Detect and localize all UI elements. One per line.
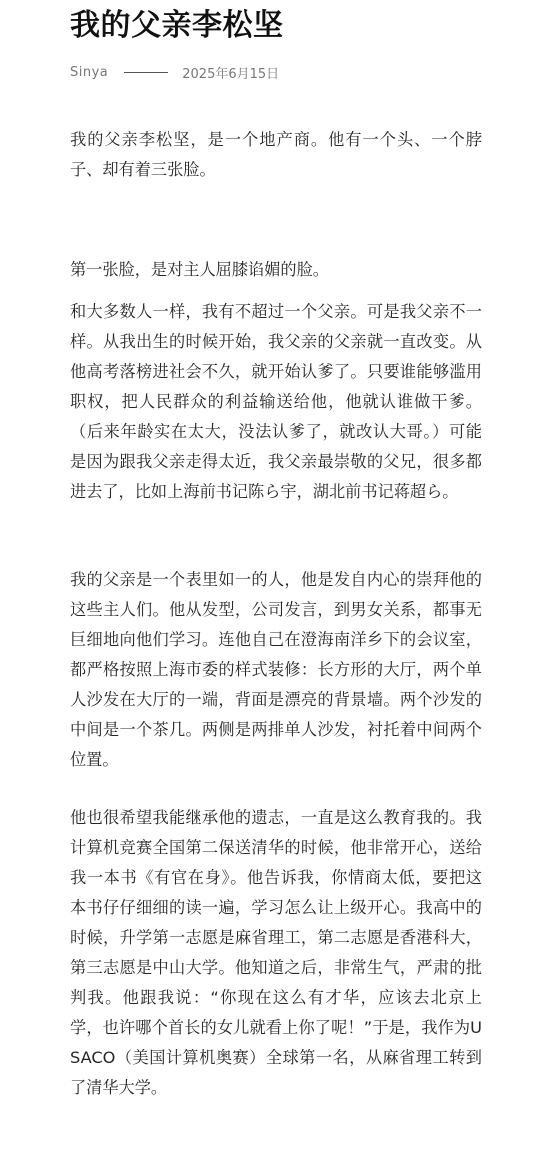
publish-date: 2025年6月15日 [182, 66, 280, 82]
article-meta [70, 62, 279, 82]
article-body [70, 125, 482, 1097]
article-title: 我的父亲李松坚 [70, 8, 284, 43]
meta-separator [124, 72, 168, 73]
paragraph-first-face: 第一张脸，是对主人屈膝谄媚的脸。 [70, 260, 329, 279]
paragraph-education: 他也很希望我能继承他的遗志，一直是这么教育我的。我计算机竞赛全国第二保送清华的时候，他非常开心，送给我一本书《有官在身》。他告诉我，你情商太低，要把这本书仔仔细细的读一遍，学习怎么让上级开心。我高中的时候，升学第一志愿是麻省理工，第二志愿是香港科大，第三志愿是中山大学。他知道之后，非常生气，严肃的批判我。他跟我说：“你现在这么有才华，应该去北京上学，也许哪个首长的女儿就看上你了呢！”于是，我作为USACO（美国计算机奥赛）全球第一名，从麻省理工转到了清华大学。 [70, 808, 482, 1097]
paragraph-imitation: 我的父亲是一个表里如一的人，他是发自内心的崇拜他的这些主人们。他从发型，公司发言，到男女关系，都事无巨细地向他们学习。连他自己在澄海南洋乡下的会议室，都严格按照上海市委的样式装修：长方形的大厅，两个单人沙发在大厅的一端，背面是漂亮的背景墙。两个沙发的中间是一个茶几。两侧是两排单人沙发，衬托着中间两个位置。 [70, 570, 482, 769]
paragraph-fathers: 和大多数人一样，我有不超过一个父亲。可是我父亲不一样。从我出生的时候开始，我父亲的父亲就一直改变。从他高考落榜进社会不久，就开始认爹了。只要谁能够滥用职权，把人民群众的利益输送给他，他就认谁做干爹。（后来年龄实在太大，没法认爹了，就改认大哥。）可能是因为跟我父亲走得太近，我父亲最崇敬的父兄，很多都进去了，比如上海前书记陈ら宇，湖北前书记蒋超ら。 [70, 302, 482, 501]
author-name: Sinya [70, 64, 109, 80]
paragraph-intro: 我的父亲李松坚，是一个地产商。他有一个头、一个脖子、却有着三张脸。 [70, 130, 482, 179]
